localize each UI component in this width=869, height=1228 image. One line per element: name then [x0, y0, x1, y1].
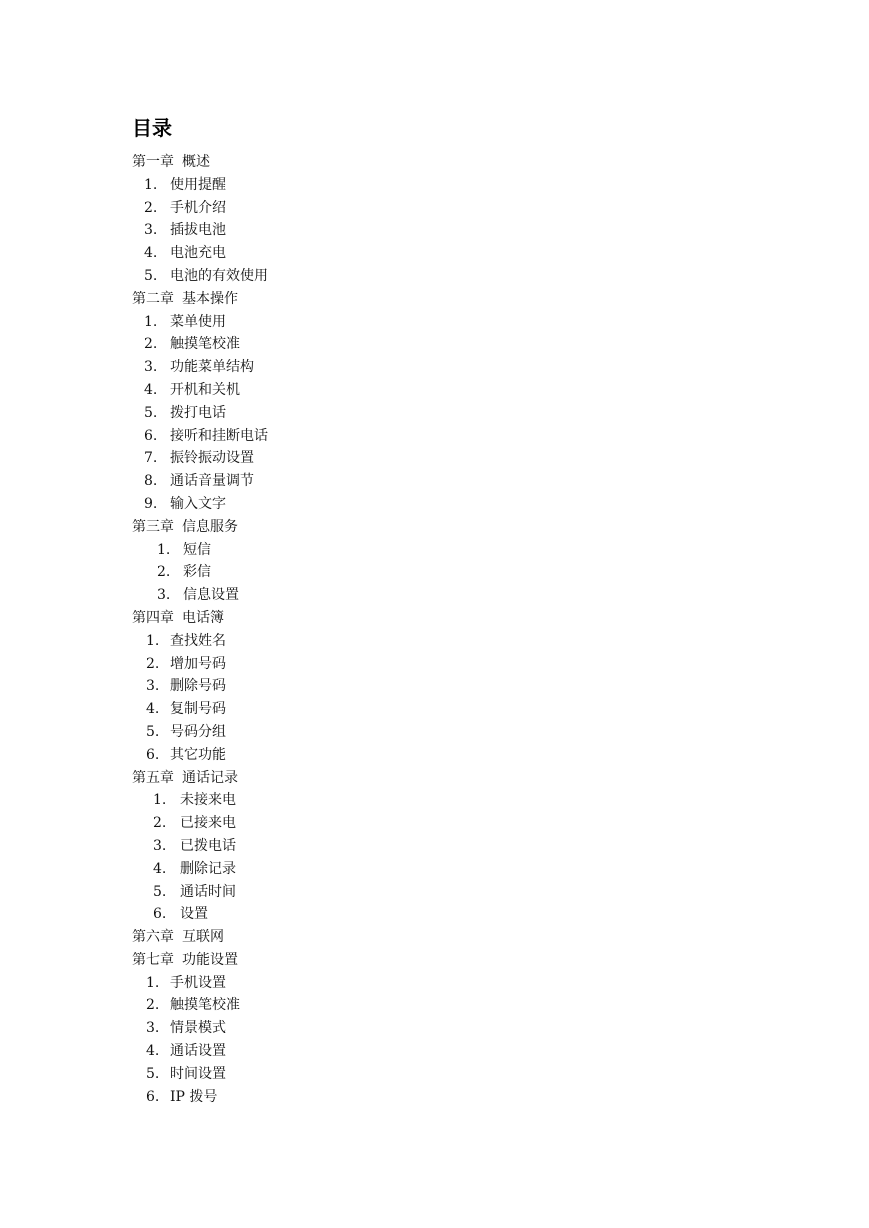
- item-number: 5.: [153, 883, 167, 900]
- chapter-title: 基本操作: [182, 290, 238, 307]
- item-number: 4.: [146, 701, 160, 718]
- item-number: 5.: [144, 267, 158, 284]
- chapter-label: 第二章: [132, 290, 174, 307]
- toc-item: [132, 584, 732, 607]
- toc-item: [132, 425, 732, 448]
- toc-item: [132, 356, 732, 379]
- item-number: 6.: [144, 427, 158, 444]
- item-text: 情景模式: [170, 1020, 226, 1037]
- item-text: 彩信: [183, 564, 211, 581]
- chapter-title: 功能设置: [182, 951, 238, 968]
- item-text: 其它功能: [170, 746, 226, 763]
- chapter-title: 概述: [182, 154, 210, 170]
- toc-chapter-2: [132, 288, 732, 311]
- item-number: 1.: [144, 313, 158, 330]
- item-number: 2.: [153, 815, 167, 832]
- item-number: 2.: [146, 997, 160, 1014]
- item-text: 菜单使用: [170, 313, 226, 330]
- toc-item: [132, 903, 732, 926]
- toc-chapter-7: [132, 949, 732, 972]
- item-text: 振铃振动设置: [170, 450, 254, 467]
- toc-item: [132, 789, 732, 812]
- toc-item: [132, 219, 732, 242]
- item-text: 号码分组: [170, 723, 226, 740]
- item-number: 2.: [144, 336, 158, 353]
- toc-item: [132, 333, 732, 356]
- item-number: 8.: [144, 473, 158, 490]
- toc-item: [132, 972, 732, 995]
- item-text: 拨打电话: [170, 404, 226, 421]
- item-text: 使用提醒: [170, 176, 226, 193]
- chapter-title: 通话记录: [182, 769, 238, 786]
- item-text: 通话音量调节: [170, 473, 254, 490]
- toc-item: [132, 721, 732, 744]
- item-number: 6.: [146, 1088, 160, 1105]
- item-text: 通话设置: [170, 1043, 226, 1060]
- item-number: 3.: [153, 837, 167, 854]
- item-text: 未接来电: [180, 792, 236, 809]
- item-text: 信息设置: [183, 587, 239, 604]
- item-number: 1.: [146, 974, 160, 991]
- item-number: 7.: [144, 450, 158, 467]
- toc-chapter-5: [132, 767, 732, 790]
- item-number: 2.: [157, 564, 171, 581]
- toc-item: [132, 881, 732, 904]
- toc-list: [132, 151, 732, 1108]
- chapter-title: 信息服务: [182, 518, 238, 535]
- toc-item: [132, 812, 732, 835]
- item-text: IP 拨号: [170, 1088, 218, 1105]
- toc-item: [132, 197, 732, 220]
- item-number: 1.: [157, 541, 171, 558]
- toc-item: [132, 675, 732, 698]
- toc-item: [132, 1040, 732, 1063]
- toc-item: [132, 493, 732, 516]
- item-text: 删除记录: [180, 860, 236, 877]
- item-text: 接听和挂断电话: [170, 427, 268, 444]
- item-text: 手机设置: [170, 974, 226, 991]
- chapter-label: 第六章: [132, 929, 174, 946]
- toc-chapter-1: [132, 151, 732, 174]
- item-text: 通话时间: [180, 883, 236, 900]
- item-number: 4.: [146, 1043, 160, 1060]
- toc-item: [132, 858, 732, 881]
- item-text: 电池的有效使用: [170, 267, 268, 284]
- toc-item: [132, 744, 732, 767]
- toc-item: [132, 561, 732, 584]
- item-text: 手机介绍: [170, 199, 226, 216]
- chapter-label: 第七章: [132, 951, 174, 968]
- toc-item: [132, 539, 732, 562]
- chapter-label: 第四章: [132, 609, 174, 626]
- item-number: 1.: [153, 792, 167, 809]
- item-text: 增加号码: [170, 655, 226, 672]
- toc-item: [132, 630, 732, 653]
- chapter-label: 第三章: [132, 518, 174, 535]
- item-number: 6.: [146, 746, 160, 763]
- item-number: 3.: [146, 1020, 160, 1037]
- item-text: 删除号码: [170, 678, 226, 695]
- item-text: 时间设置: [170, 1065, 226, 1082]
- item-number: 3.: [157, 587, 171, 604]
- toc-item: [132, 1063, 732, 1086]
- item-text: 短信: [183, 541, 211, 558]
- item-text: 触摸笔校准: [170, 997, 240, 1014]
- toc-item: [132, 1017, 732, 1040]
- toc-chapter-6: [132, 926, 732, 949]
- item-number: 2.: [146, 655, 160, 672]
- toc-item: [132, 470, 732, 493]
- toc-item: [132, 379, 732, 402]
- toc-item: [132, 1086, 732, 1109]
- item-text: 查找姓名: [170, 632, 226, 649]
- item-number: 3.: [144, 222, 158, 239]
- page-title: 目录: [132, 116, 172, 140]
- item-text: 已接来电: [180, 815, 236, 832]
- item-number: 6.: [153, 906, 167, 923]
- item-number: 2.: [144, 199, 158, 216]
- item-number: 1.: [146, 632, 160, 649]
- item-text: 功能菜单结构: [170, 359, 254, 376]
- item-number: 5.: [146, 1065, 160, 1082]
- item-text: 设置: [180, 906, 208, 923]
- chapter-label: 第一章: [132, 154, 174, 170]
- chapter-title: 电话簿: [182, 609, 224, 626]
- item-text: 输入文字: [170, 495, 226, 512]
- toc-item: [132, 174, 732, 197]
- item-text: 开机和关机: [170, 381, 240, 398]
- item-number: 5.: [146, 723, 160, 740]
- toc-item: [132, 311, 732, 334]
- toc-item: [132, 447, 732, 470]
- chapter-label: 第五章: [132, 769, 174, 786]
- toc-item: [132, 994, 732, 1017]
- toc-item: [132, 835, 732, 858]
- toc-item: [132, 242, 732, 265]
- toc-item: [132, 265, 732, 288]
- item-number: 5.: [144, 404, 158, 421]
- item-text: 插拔电池: [170, 222, 226, 239]
- toc-item: [132, 402, 732, 425]
- item-number: 1.: [144, 176, 158, 193]
- toc-item: [132, 653, 732, 676]
- item-number: 3.: [144, 359, 158, 376]
- item-text: 电池充电: [170, 245, 226, 262]
- item-number: 4.: [144, 381, 158, 398]
- toc-chapter-4: [132, 607, 732, 630]
- item-text: 触摸笔校准: [170, 336, 240, 353]
- chapter-title: 互联网: [182, 929, 224, 946]
- item-text: 已拨电话: [180, 837, 236, 854]
- item-number: 3.: [146, 678, 160, 695]
- toc-chapter-3: [132, 516, 732, 539]
- item-number: 4.: [153, 860, 167, 877]
- item-number: 9.: [144, 495, 158, 512]
- item-text: 复制号码: [170, 701, 226, 718]
- toc-item: [132, 698, 732, 721]
- item-number: 4.: [144, 245, 158, 262]
